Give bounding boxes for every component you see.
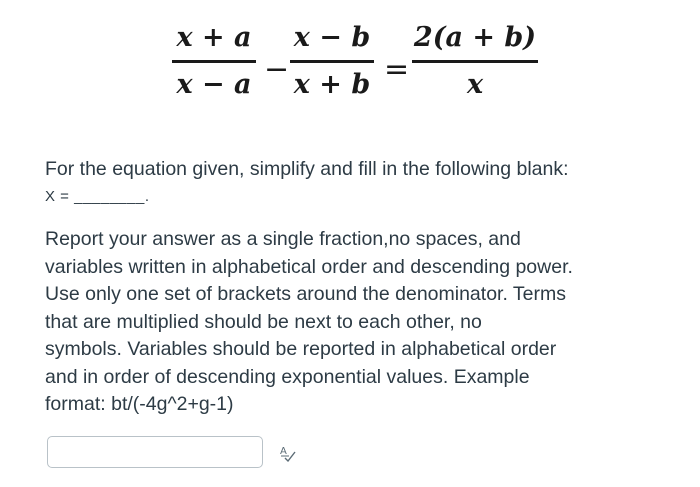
answer-prompt: X = ________. [45, 188, 150, 205]
fraction-1-numerator: x + a [176, 22, 252, 53]
answer-input[interactable] [47, 436, 263, 468]
fraction-1-denominator: x − a [176, 69, 252, 100]
equals-operator: = [384, 52, 410, 87]
fraction-1 [172, 22, 256, 103]
instruction-line: Report your answer as a single fraction,no spaces, and [45, 228, 521, 250]
fraction-1-bar [172, 60, 256, 63]
answer-format-instructions [45, 226, 665, 419]
instruction-line: format: bt/(-4g^2+g-1) [45, 393, 234, 415]
fraction-3-numerator: 2(a + b) [413, 22, 537, 53]
fraction-2 [290, 22, 374, 103]
fraction-3-bar [412, 60, 538, 63]
instruction-line: that are multiplied should be next to each other, no [45, 310, 482, 333]
instruction-line: symbols. Variables should be reported in alphabetical order [45, 338, 557, 360]
instruction-text: For the equation given, simplify and fill in the following blank: [45, 158, 569, 180]
fraction-2-denominator: x + b [293, 69, 371, 100]
svg-text:A: A [280, 446, 287, 457]
fraction-3 [412, 22, 538, 103]
instruction-line: variables written in alphabetical order and descending power. [45, 255, 573, 278]
minus-operator: − [264, 52, 290, 87]
fraction-2-bar [290, 60, 374, 63]
fraction-3-denominator: x [466, 69, 484, 100]
fraction-2-numerator: x − b [293, 22, 371, 53]
instruction-line: and in order of descending exponential values. Example [45, 365, 530, 388]
equation [150, 22, 570, 114]
spellcheck-icon[interactable] [279, 444, 297, 462]
instruction-line: Use only one set of brackets around the denominator. Terms [45, 283, 567, 305]
